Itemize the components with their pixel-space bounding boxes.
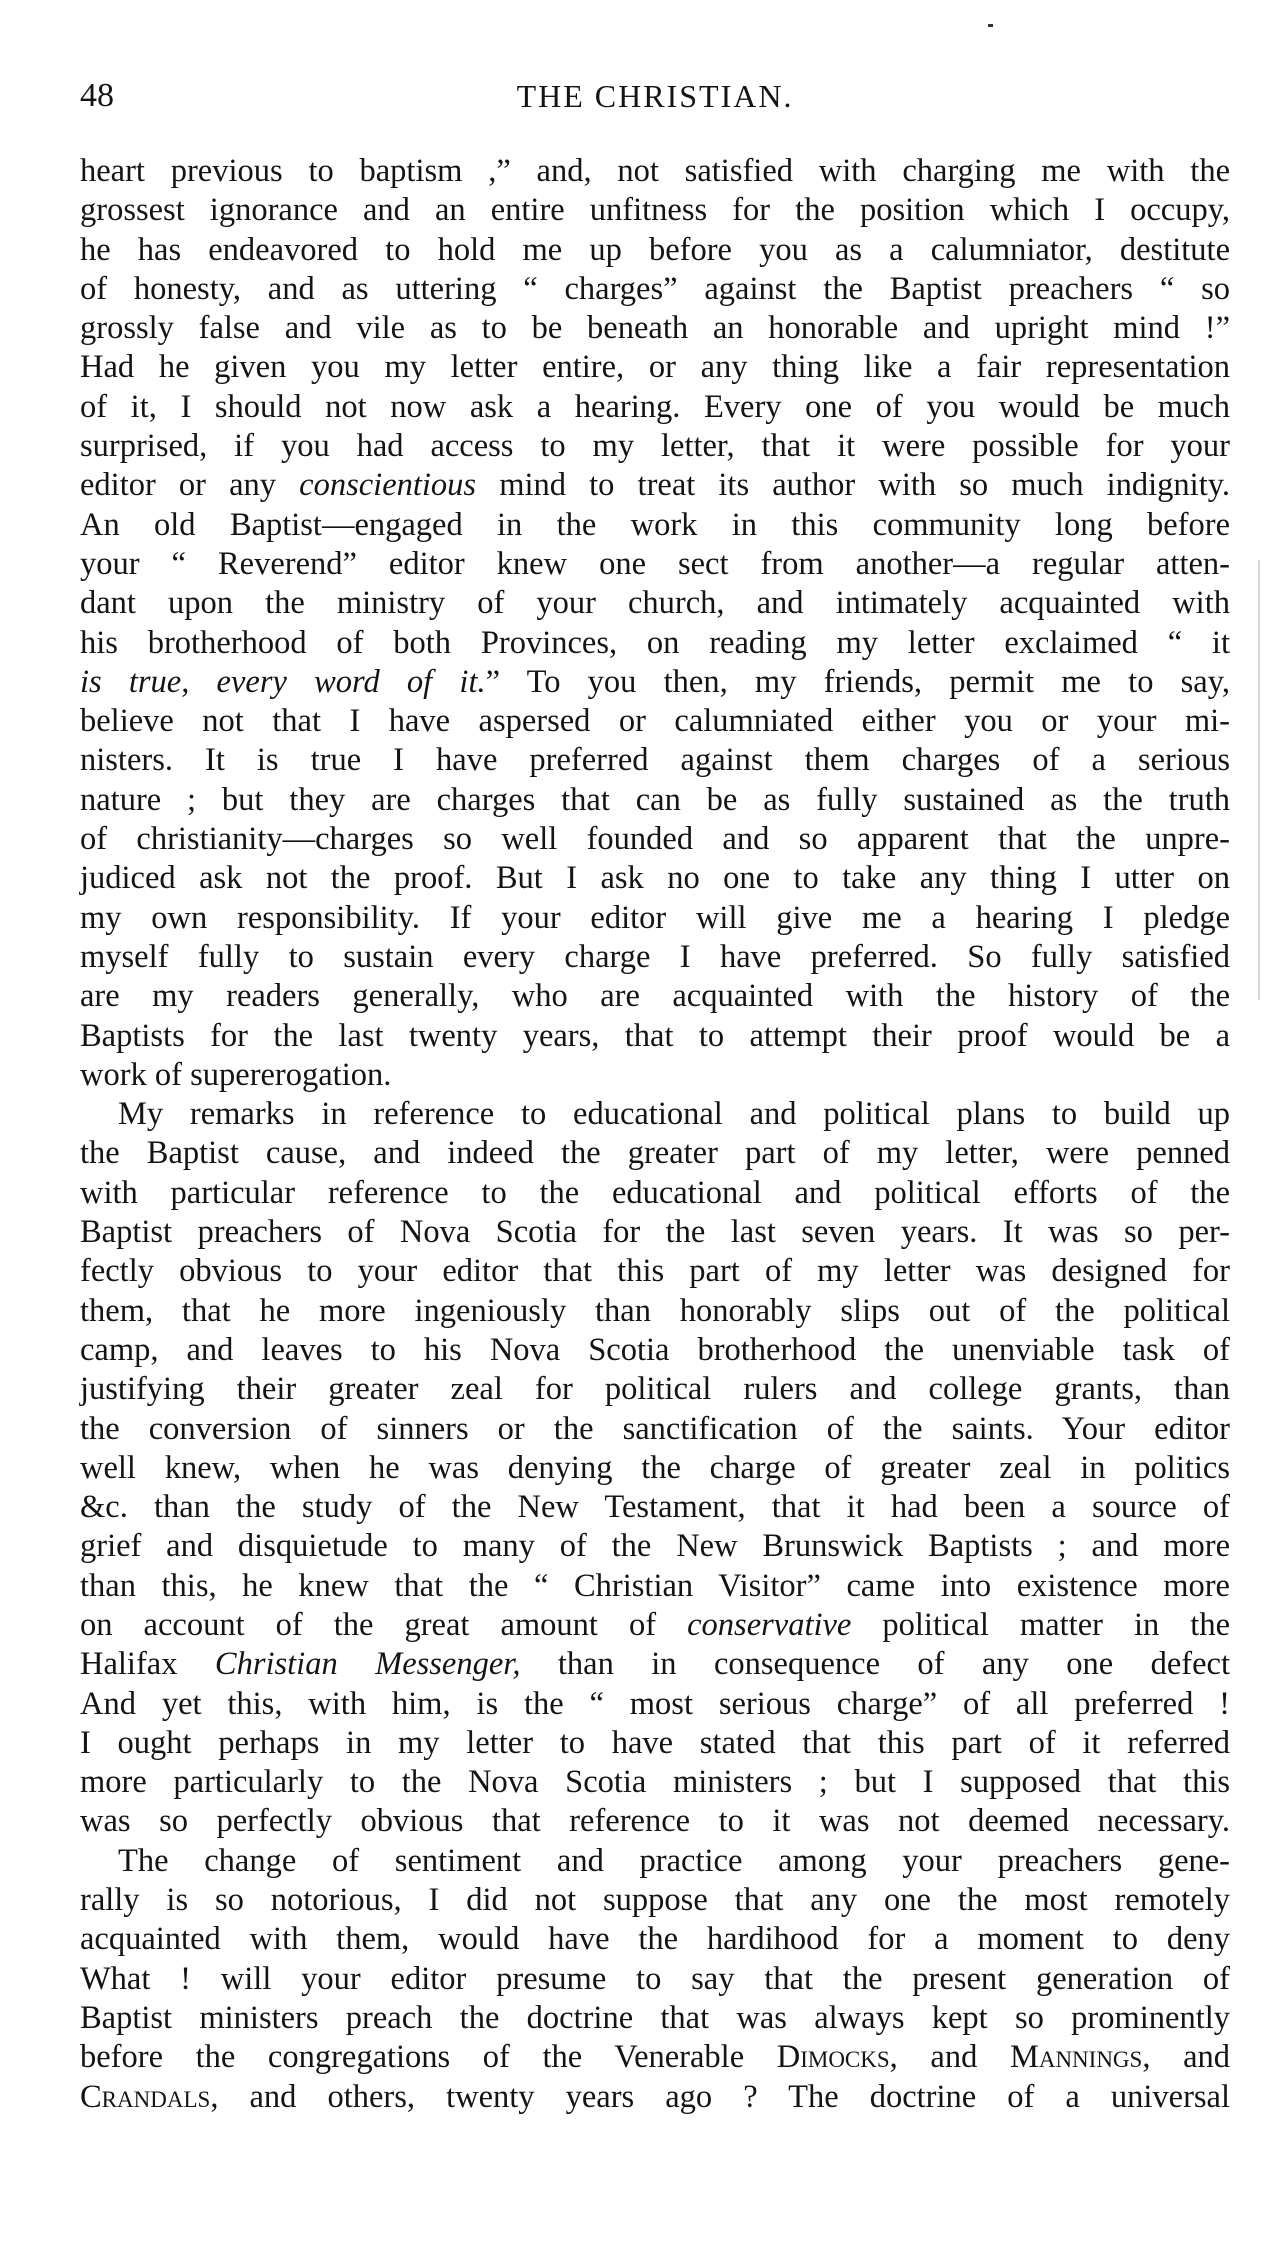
text-line: Baptist ministers preach the doctrine that was always kept so prominently <box>80 1999 1230 2036</box>
stray-ink-mark <box>988 24 993 27</box>
text-line: Crandals, and others, twenty years ago ? The doctrine of a universal <box>80 2078 1230 2115</box>
text-line: grief and disquietude to many of the New Brunswick Baptists ; and more <box>80 1528 1230 1565</box>
text-line: surprised, if you had access to my letter, that it were possible for your <box>80 428 1230 465</box>
text-line: editor or any conscientious mind to treat its author with so much indignity. <box>80 467 1230 504</box>
text-line: camp, and leaves to his Nova Scotia brotherhood the unenviable task of <box>80 1331 1230 1368</box>
text-line: them, that he more ingeniously than honorably slips out of the political <box>80 1292 1230 1329</box>
text-line: rally is so notorious, I did not suppose that any one the most remotely <box>80 1882 1230 1919</box>
text-line: What ! will your editor presume to say that the present generation of <box>80 1960 1230 1997</box>
text-line: believe not that I have aspersed or calumniated either you or your mi- <box>80 703 1230 740</box>
text-line: work of supererogation. <box>80 1056 392 1093</box>
text-line: on account of the great amount of conservative political matter in the <box>80 1606 1231 1643</box>
text-line: I ought perhaps in my letter to have stated that this part of it referred <box>80 1724 1230 1761</box>
text-line: more particularly to the Nova Scotia ministers ; but I supposed that this <box>80 1764 1230 1801</box>
text-line: heart previous to baptism ,” and, not satisfied with charging me with the <box>80 153 1230 189</box>
text-line: And yet this, with him, is the “ most serious charge” of all preferred ! <box>80 1685 1230 1722</box>
text-line: before the congregations of the Venerable Dimocks, and Mannings, and <box>80 2039 1230 2076</box>
page-edge-shadow <box>1258 560 1260 1000</box>
text-line: well knew, when he was denying the charge of greater zeal in politics <box>80 1449 1230 1486</box>
text-line: grossest ignorance and an entire unfitness for the position which I occupy, <box>80 192 1230 229</box>
page-number: 48 <box>80 77 114 114</box>
text-line: are my readers generally, who are acquainted with the history of the <box>80 978 1230 1015</box>
text-line: nature ; but they are charges that can be as fully sustained as the truth <box>80 781 1230 818</box>
paragraph-start-line: My remarks in reference to educational and political plans to build up <box>118 1096 1230 1133</box>
text-line: grossly false and vile as to be beneath an honorable and upright mind !” <box>80 310 1230 347</box>
text-line: acquainted with them, would have the hardihood for a moment to deny <box>80 1921 1230 1958</box>
text-line: Baptist preachers of Nova Scotia for the last seven years. It was so per- <box>80 1214 1230 1251</box>
paragraph-start-line: The change of sentiment and practice among your preachers gene- <box>118 1842 1230 1879</box>
text-line: than this, he knew that the “ Christian Visitor” came into existence more <box>80 1567 1230 1604</box>
text-line: the conversion of sinners or the sanctification of the saints. Your editor <box>80 1410 1230 1447</box>
text-line: of christianity—charges so well founded and so apparent that the unpre- <box>80 821 1230 858</box>
text-line: &c. than the study of the New Testament, that it had been a source of <box>80 1489 1230 1526</box>
text-line: is true, every word of it.” To you then, my friends, permit me to say, <box>80 663 1230 700</box>
text-line: your “ Reverend” editor knew one sect from another—a regular atten- <box>80 545 1230 582</box>
page-header <box>80 74 1230 130</box>
text-line: he has endeavored to hold me up before you as a calumniator, destitute <box>80 231 1230 268</box>
text-line: my own responsibility. If your editor will give me a hearing I pledge <box>80 899 1230 936</box>
text-line: Halifax Christian Messenger, than in consequence of any one defect <box>80 1646 1231 1683</box>
running-title: THE CHRISTIAN. <box>516 78 794 114</box>
text-line: An old Baptist—engaged in the work in this community long before <box>80 506 1230 543</box>
text-line: Had he given you my letter entire, or any thing like a fair representation <box>80 349 1230 386</box>
text-line: judiced ask not the proof. But I ask no one to take any thing I utter on <box>80 860 1230 897</box>
text-line: nisters. It is true I have preferred against them charges of a serious <box>80 742 1230 779</box>
text-line: the Baptist cause, and indeed the greater part of my letter, were penned <box>80 1135 1230 1172</box>
text-line: with particular reference to the educational and political efforts of the <box>80 1174 1230 1211</box>
text-line: was so perfectly obvious that reference to it was not deemed necessary. <box>80 1803 1230 1840</box>
text-line: Baptists for the last twenty years, that to attempt their proof would be a <box>80 1017 1230 1054</box>
text-line: justifying their greater zeal for political rulers and college grants, than <box>80 1371 1230 1408</box>
text-line: myself fully to sustain every charge I have preferred. So fully satisfied <box>80 938 1230 975</box>
text-line: dant upon the ministry of your church, and intimately acquainted with <box>80 585 1230 622</box>
text-line: his brotherhood of both Provinces, on reading my letter exclaimed “ it <box>80 624 1230 661</box>
body-text <box>80 152 1230 2117</box>
text-line: of it, I should not now ask a hearing. Every one of you would be much <box>80 388 1230 425</box>
text-line: fectly obvious to your editor that this part of my letter was designed for <box>80 1253 1230 1290</box>
text-line: of honesty, and as uttering “ charges” against the Baptist preachers “ so <box>80 270 1230 307</box>
